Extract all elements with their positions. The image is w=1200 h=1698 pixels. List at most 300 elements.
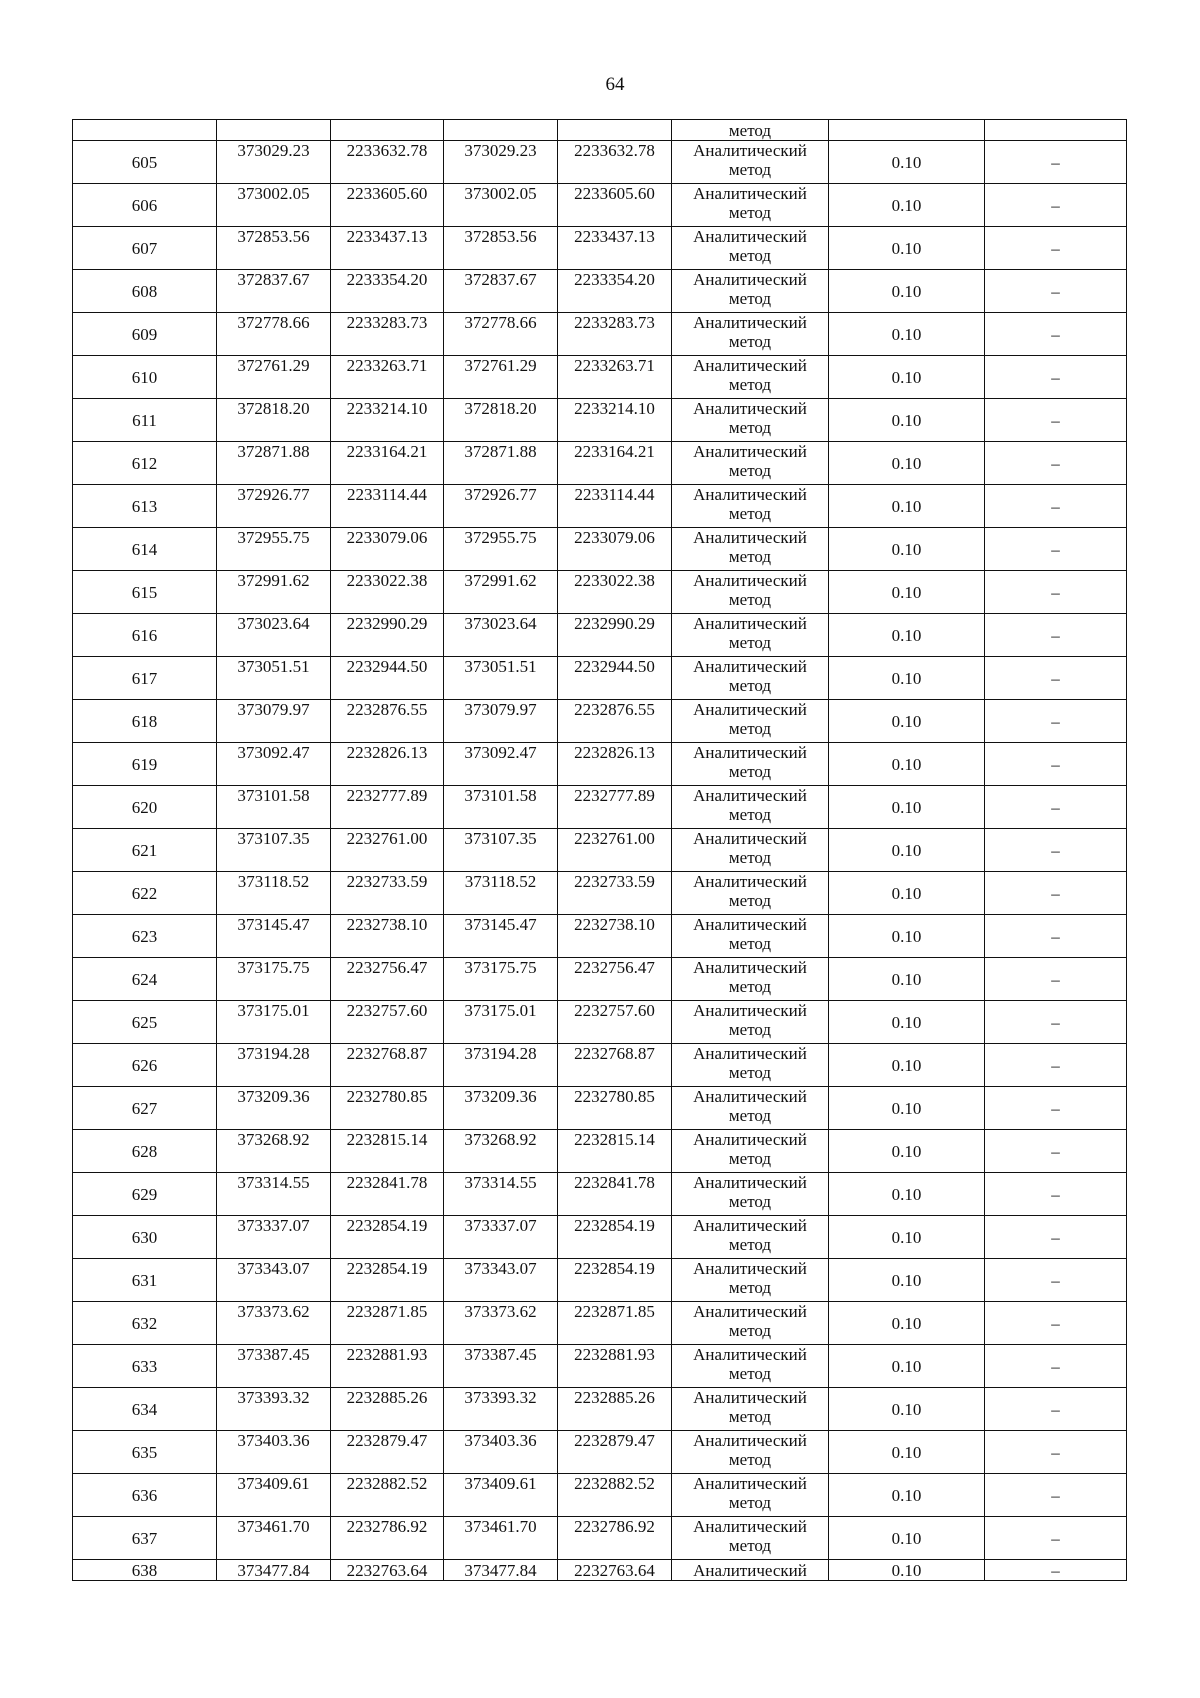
cell-y1: 2232826.13 — [331, 743, 444, 786]
cell-y1: 2233214.10 — [331, 399, 444, 442]
cell-method: Аналитический метод — [672, 1044, 829, 1087]
cell-note: – — [985, 184, 1127, 227]
cell-x2: 373393.32 — [444, 1388, 558, 1431]
table-row — [73, 313, 1127, 356]
cell-x2: 373373.62 — [444, 1302, 558, 1345]
cell-x2: 372837.67 — [444, 270, 558, 313]
cell-y1: 2232990.29 — [331, 614, 444, 657]
cell-accuracy: 0.10 — [829, 313, 985, 356]
cell-method: Аналитический метод — [672, 1087, 829, 1130]
cell-x1: 373268.92 — [217, 1130, 331, 1173]
cell-y2: 2232761.00 — [558, 829, 672, 872]
cell-y2: 2232763.64 — [558, 1560, 672, 1581]
cell-accuracy: 0.10 — [829, 1087, 985, 1130]
cell-y2: 2232733.59 — [558, 872, 672, 915]
cell-note: – — [985, 227, 1127, 270]
cell-y2: 2232881.93 — [558, 1345, 672, 1388]
cell-accuracy: 0.10 — [829, 571, 985, 614]
table-row — [73, 442, 1127, 485]
cell-x1: 372761.29 — [217, 356, 331, 399]
cell-x1: 372818.20 — [217, 399, 331, 442]
table-row — [73, 872, 1127, 915]
cell-x1: 373387.45 — [217, 1345, 331, 1388]
cell-x1: 372955.75 — [217, 528, 331, 571]
cell-x1: 373023.64 — [217, 614, 331, 657]
cell-number: 636 — [73, 1474, 217, 1517]
table-row — [73, 399, 1127, 442]
cell-accuracy: 0.10 — [829, 614, 985, 657]
table-row — [73, 1345, 1127, 1388]
cell-method: Аналитический метод — [672, 657, 829, 700]
cell-accuracy: 0.10 — [829, 1259, 985, 1302]
cell-x1: 373145.47 — [217, 915, 331, 958]
continued-row — [73, 120, 1127, 141]
cell-number: 610 — [73, 356, 217, 399]
cell-number: 613 — [73, 485, 217, 528]
cell-number: 611 — [73, 399, 217, 442]
cell-method: Аналитический метод — [672, 1259, 829, 1302]
cell-number: 632 — [73, 1302, 217, 1345]
cell-y1: 2232815.14 — [331, 1130, 444, 1173]
cell-y2: 2232777.89 — [558, 786, 672, 829]
table-row — [73, 1173, 1127, 1216]
cell-y1: 2233263.71 — [331, 356, 444, 399]
cell-method: Аналитический метод — [672, 1388, 829, 1431]
cell-y1: 2232756.47 — [331, 958, 444, 1001]
cell-number: 606 — [73, 184, 217, 227]
cell-x1: 373461.70 — [217, 1517, 331, 1560]
cell-accuracy: 0.10 — [829, 1130, 985, 1173]
cell-number: 607 — [73, 227, 217, 270]
cell-y2: 2232885.26 — [558, 1388, 672, 1431]
cell-method: Аналитический метод — [672, 700, 829, 743]
cell-number: 624 — [73, 958, 217, 1001]
cell-y1: 2232738.10 — [331, 915, 444, 958]
cell-accuracy: 0.10 — [829, 700, 985, 743]
table-row — [73, 1388, 1127, 1431]
table-row — [73, 270, 1127, 313]
table-row — [73, 356, 1127, 399]
table-row — [73, 1087, 1127, 1130]
cell-y2: 2232768.87 — [558, 1044, 672, 1087]
cell-note: – — [985, 743, 1127, 786]
cell-number: 637 — [73, 1517, 217, 1560]
cell-note: – — [985, 915, 1127, 958]
cell-number: 622 — [73, 872, 217, 915]
cell-accuracy: 0.10 — [829, 270, 985, 313]
cell-number: 620 — [73, 786, 217, 829]
cell-x2: 373029.23 — [444, 141, 558, 184]
cell-x1: 373393.32 — [217, 1388, 331, 1431]
cell-x1: 372837.67 — [217, 270, 331, 313]
cell-note: – — [985, 528, 1127, 571]
cell-y2: 2233079.06 — [558, 528, 672, 571]
cell-x2: 373051.51 — [444, 657, 558, 700]
cell-x1: 373175.75 — [217, 958, 331, 1001]
cell-y1: 2232879.47 — [331, 1431, 444, 1474]
cell-accuracy: 0.10 — [829, 227, 985, 270]
cell-note: – — [985, 313, 1127, 356]
cell-y1: 2232882.52 — [331, 1474, 444, 1517]
cell-y2: 2233164.21 — [558, 442, 672, 485]
cell-x2: 372991.62 — [444, 571, 558, 614]
cell-note: – — [985, 141, 1127, 184]
cell-x2: 373002.05 — [444, 184, 558, 227]
table-row — [73, 227, 1127, 270]
cell-y2: 2232780.85 — [558, 1087, 672, 1130]
cell-number: 625 — [73, 1001, 217, 1044]
cell-y1: 2232885.26 — [331, 1388, 444, 1431]
cell-number: 631 — [73, 1259, 217, 1302]
cell-x1: 372853.56 — [217, 227, 331, 270]
cell-x1: 373403.36 — [217, 1431, 331, 1474]
cell-accuracy: 0.10 — [829, 743, 985, 786]
cell-method: Аналитический метод — [672, 1474, 829, 1517]
cell-y1: 2232733.59 — [331, 872, 444, 915]
cell-method: Аналитический метод — [672, 528, 829, 571]
cell-method: Аналитический метод — [672, 829, 829, 872]
cell-number: 609 — [73, 313, 217, 356]
cell-number — [73, 120, 217, 141]
cell-method: Аналитический метод — [672, 1130, 829, 1173]
cell-number: 628 — [73, 1130, 217, 1173]
cell-y1: 2233114.44 — [331, 485, 444, 528]
table-row — [73, 528, 1127, 571]
cell-note: – — [985, 614, 1127, 657]
cell-x1: 373314.55 — [217, 1173, 331, 1216]
cell-y1: 2232777.89 — [331, 786, 444, 829]
cell-x1: 372871.88 — [217, 442, 331, 485]
table-row — [73, 743, 1127, 786]
cell-accuracy: 0.10 — [829, 1431, 985, 1474]
cell-accuracy: 0.10 — [829, 786, 985, 829]
cell-accuracy: 0.10 — [829, 1345, 985, 1388]
cell-x2 — [444, 120, 558, 141]
cell-note: – — [985, 442, 1127, 485]
cell-x2: 373268.92 — [444, 1130, 558, 1173]
cell-method: метод — [672, 120, 829, 141]
cell-accuracy: 0.10 — [829, 1302, 985, 1345]
cell-y1: 2233632.78 — [331, 141, 444, 184]
cell-y2: 2232854.19 — [558, 1259, 672, 1302]
cell-x1: 373373.62 — [217, 1302, 331, 1345]
cell-number: 634 — [73, 1388, 217, 1431]
cell-accuracy: 0.10 — [829, 1560, 985, 1581]
cell-x2: 373409.61 — [444, 1474, 558, 1517]
table-row — [73, 915, 1127, 958]
cell-method: Аналитический метод — [672, 1216, 829, 1259]
cell-note: – — [985, 958, 1127, 1001]
table-row — [73, 571, 1127, 614]
table-row — [73, 1130, 1127, 1173]
cell-accuracy: 0.10 — [829, 528, 985, 571]
cell-x1: 372778.66 — [217, 313, 331, 356]
cell-note: – — [985, 1431, 1127, 1474]
cell-y1: 2232871.85 — [331, 1302, 444, 1345]
cell-y1: 2233605.60 — [331, 184, 444, 227]
cell-note — [985, 120, 1127, 141]
cell-x1: 373079.97 — [217, 700, 331, 743]
cell-accuracy: 0.10 — [829, 184, 985, 227]
table-row — [73, 1517, 1127, 1560]
cell-x2: 373079.97 — [444, 700, 558, 743]
cell-accuracy: 0.10 — [829, 829, 985, 872]
cell-note: – — [985, 657, 1127, 700]
cell-y2: 2232757.60 — [558, 1001, 672, 1044]
table-row — [73, 1044, 1127, 1087]
cell-y2: 2233605.60 — [558, 184, 672, 227]
cell-method: Аналитический метод — [672, 872, 829, 915]
table-row — [73, 829, 1127, 872]
table-body — [73, 120, 1127, 1581]
cell-method: Аналитический метод — [672, 743, 829, 786]
cell-x2: 373145.47 — [444, 915, 558, 958]
cell-y2: 2233354.20 — [558, 270, 672, 313]
cell-y2: 2232879.47 — [558, 1431, 672, 1474]
cell-y1: 2232763.64 — [331, 1560, 444, 1581]
cell-y1: 2233079.06 — [331, 528, 444, 571]
table-row — [73, 1001, 1127, 1044]
cell-x1: 373092.47 — [217, 743, 331, 786]
cell-note: – — [985, 1087, 1127, 1130]
cell-x2: 373403.36 — [444, 1431, 558, 1474]
cell-y2: 2232882.52 — [558, 1474, 672, 1517]
cell-note: – — [985, 1259, 1127, 1302]
cell-y2 — [558, 120, 672, 141]
cell-x2: 372778.66 — [444, 313, 558, 356]
cell-number: 621 — [73, 829, 217, 872]
cell-y1: 2232854.19 — [331, 1216, 444, 1259]
cell-accuracy: 0.10 — [829, 915, 985, 958]
cell-y2: 2233214.10 — [558, 399, 672, 442]
table-row — [73, 1302, 1127, 1345]
cell-x2: 372871.88 — [444, 442, 558, 485]
cell-y2: 2232815.14 — [558, 1130, 672, 1173]
cell-number: 615 — [73, 571, 217, 614]
cell-y2: 2233632.78 — [558, 141, 672, 184]
cell-accuracy: 0.10 — [829, 356, 985, 399]
cell-y2: 2233114.44 — [558, 485, 672, 528]
cell-y1: 2233437.13 — [331, 227, 444, 270]
cell-x1: 373194.28 — [217, 1044, 331, 1087]
cell-x1: 373343.07 — [217, 1259, 331, 1302]
cell-note: – — [985, 1388, 1127, 1431]
table-row — [73, 184, 1127, 227]
cell-x2: 373101.58 — [444, 786, 558, 829]
page-number: 64 — [605, 74, 625, 95]
cell-number: 612 — [73, 442, 217, 485]
cell-note: – — [985, 829, 1127, 872]
cell-y1: 2233164.21 — [331, 442, 444, 485]
cell-accuracy: 0.10 — [829, 1044, 985, 1087]
cell-x2: 373092.47 — [444, 743, 558, 786]
cell-accuracy: 0.10 — [829, 1517, 985, 1560]
cell-y2: 2232738.10 — [558, 915, 672, 958]
cell-method: Аналитический метод — [672, 184, 829, 227]
cell-accuracy — [829, 120, 985, 141]
cell-method: Аналитический — [672, 1560, 829, 1581]
cell-note: – — [985, 485, 1127, 528]
cell-accuracy: 0.10 — [829, 1474, 985, 1517]
cell-number: 605 — [73, 141, 217, 184]
cell-x2: 372853.56 — [444, 227, 558, 270]
cell-note: – — [985, 1345, 1127, 1388]
cell-number: 608 — [73, 270, 217, 313]
cell-method: Аналитический метод — [672, 313, 829, 356]
table-row — [73, 485, 1127, 528]
table-row — [73, 1216, 1127, 1259]
cell-x2: 373337.07 — [444, 1216, 558, 1259]
table-row-last — [73, 1560, 1127, 1581]
cell-note: – — [985, 1001, 1127, 1044]
cell-x2: 373107.35 — [444, 829, 558, 872]
cell-method: Аналитический метод — [672, 786, 829, 829]
cell-method: Аналитический метод — [672, 1517, 829, 1560]
cell-x1: 373409.61 — [217, 1474, 331, 1517]
cell-x2: 373023.64 — [444, 614, 558, 657]
cell-accuracy: 0.10 — [829, 1216, 985, 1259]
table-row — [73, 700, 1127, 743]
cell-x1: 373175.01 — [217, 1001, 331, 1044]
cell-y1: 2233283.73 — [331, 313, 444, 356]
cell-y2: 2233022.38 — [558, 571, 672, 614]
cell-number: 623 — [73, 915, 217, 958]
cell-method: Аналитический метод — [672, 1431, 829, 1474]
cell-number: 614 — [73, 528, 217, 571]
cell-number: 635 — [73, 1431, 217, 1474]
cell-accuracy: 0.10 — [829, 1001, 985, 1044]
cell-note: – — [985, 700, 1127, 743]
cell-method: Аналитический метод — [672, 399, 829, 442]
cell-y1: 2232768.87 — [331, 1044, 444, 1087]
cell-method: Аналитический метод — [672, 1173, 829, 1216]
cell-note: – — [985, 1302, 1127, 1345]
cell-x1: 373101.58 — [217, 786, 331, 829]
cell-y2: 2232944.50 — [558, 657, 672, 700]
cell-note: – — [985, 1560, 1127, 1581]
cell-y2: 2233283.73 — [558, 313, 672, 356]
cell-method: Аналитический метод — [672, 571, 829, 614]
cell-x2: 372926.77 — [444, 485, 558, 528]
cell-number: 638 — [73, 1560, 217, 1581]
cell-number: 629 — [73, 1173, 217, 1216]
cell-y2: 2232786.92 — [558, 1517, 672, 1560]
cell-y1: 2232786.92 — [331, 1517, 444, 1560]
cell-x1: 373337.07 — [217, 1216, 331, 1259]
cell-y1: 2232876.55 — [331, 700, 444, 743]
cell-y2: 2232871.85 — [558, 1302, 672, 1345]
cell-y1: 2232761.00 — [331, 829, 444, 872]
cell-method: Аналитический метод — [672, 915, 829, 958]
cell-x2: 372955.75 — [444, 528, 558, 571]
cell-x1: 373029.23 — [217, 141, 331, 184]
cell-method: Аналитический метод — [672, 141, 829, 184]
cell-x1: 372991.62 — [217, 571, 331, 614]
cell-x1: 373002.05 — [217, 184, 331, 227]
cell-note: – — [985, 399, 1127, 442]
table-row — [73, 141, 1127, 184]
cell-note: – — [985, 1173, 1127, 1216]
cell-x2: 373118.52 — [444, 872, 558, 915]
cell-accuracy: 0.10 — [829, 442, 985, 485]
cell-number: 616 — [73, 614, 217, 657]
cell-note: – — [985, 270, 1127, 313]
table-row — [73, 1474, 1127, 1517]
cell-number: 630 — [73, 1216, 217, 1259]
cell-x1: 373209.36 — [217, 1087, 331, 1130]
cell-y2: 2232876.55 — [558, 700, 672, 743]
cell-method: Аналитический метод — [672, 1345, 829, 1388]
cell-y1 — [331, 120, 444, 141]
cell-note: – — [985, 356, 1127, 399]
table-row — [73, 1259, 1127, 1302]
cell-y1: 2232854.19 — [331, 1259, 444, 1302]
cell-method: Аналитический метод — [672, 442, 829, 485]
cell-y1: 2232841.78 — [331, 1173, 444, 1216]
cell-y1: 2232881.93 — [331, 1345, 444, 1388]
cell-x2: 373175.75 — [444, 958, 558, 1001]
cell-y1: 2233354.20 — [331, 270, 444, 313]
cell-accuracy: 0.10 — [829, 485, 985, 528]
cell-y1: 2232757.60 — [331, 1001, 444, 1044]
cell-number: 633 — [73, 1345, 217, 1388]
cell-y2: 2233263.71 — [558, 356, 672, 399]
table-row — [73, 657, 1127, 700]
cell-method: Аналитический метод — [672, 270, 829, 313]
cell-method: Аналитический метод — [672, 227, 829, 270]
cell-number: 627 — [73, 1087, 217, 1130]
cell-note: – — [985, 1216, 1127, 1259]
cell-x2: 373209.36 — [444, 1087, 558, 1130]
cell-note: – — [985, 1130, 1127, 1173]
cell-y1: 2233022.38 — [331, 571, 444, 614]
cell-x1: 373107.35 — [217, 829, 331, 872]
cell-note: – — [985, 786, 1127, 829]
table-row — [73, 614, 1127, 657]
cell-accuracy: 0.10 — [829, 958, 985, 1001]
cell-accuracy: 0.10 — [829, 657, 985, 700]
cell-note: – — [985, 872, 1127, 915]
cell-y2: 2232826.13 — [558, 743, 672, 786]
cell-x2: 372818.20 — [444, 399, 558, 442]
cell-number: 618 — [73, 700, 217, 743]
cell-method: Аналитический метод — [672, 356, 829, 399]
cell-y1: 2232780.85 — [331, 1087, 444, 1130]
cell-note: – — [985, 1474, 1127, 1517]
cell-method: Аналитический метод — [672, 1001, 829, 1044]
cell-accuracy: 0.10 — [829, 1173, 985, 1216]
cell-method: Аналитический метод — [672, 1302, 829, 1345]
cell-note: – — [985, 1044, 1127, 1087]
cell-x2: 373461.70 — [444, 1517, 558, 1560]
cell-x1: 373118.52 — [217, 872, 331, 915]
cell-x2: 373194.28 — [444, 1044, 558, 1087]
cell-note: – — [985, 571, 1127, 614]
cell-x1: 373477.84 — [217, 1560, 331, 1581]
cell-number: 619 — [73, 743, 217, 786]
cell-y2: 2232756.47 — [558, 958, 672, 1001]
cell-y2: 2232990.29 — [558, 614, 672, 657]
cell-y2: 2233437.13 — [558, 227, 672, 270]
cell-x2: 373314.55 — [444, 1173, 558, 1216]
coordinates-table — [72, 119, 1127, 1581]
cell-x2: 373343.07 — [444, 1259, 558, 1302]
cell-number: 617 — [73, 657, 217, 700]
cell-method: Аналитический метод — [672, 958, 829, 1001]
cell-number: 626 — [73, 1044, 217, 1087]
cell-x1 — [217, 120, 331, 141]
table-row — [73, 1431, 1127, 1474]
